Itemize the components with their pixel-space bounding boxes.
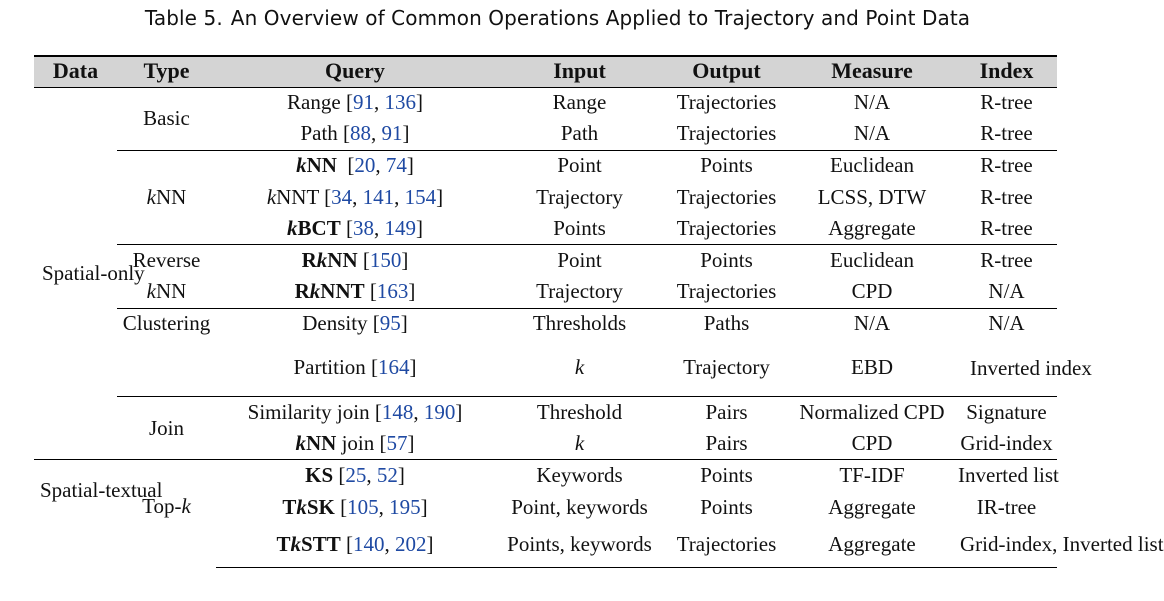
citation-close: ] — [415, 90, 423, 115]
citation-link[interactable]: 91 — [381, 121, 403, 146]
query-label: SK — [306, 494, 335, 519]
index-cell: Signature — [956, 397, 1057, 429]
measure-cell: EBD — [851, 355, 893, 380]
query-label: Partition — [293, 355, 366, 380]
type-knn — [117, 150, 216, 245]
table-row — [34, 87, 1057, 119]
data-group-spatial-only: Spatial-only — [42, 261, 145, 286]
query-name — [282, 495, 335, 519]
output-cell: Trajectories — [665, 523, 788, 567]
citation-link[interactable]: 154 — [404, 184, 437, 209]
output-cell: Trajectories — [676, 184, 777, 209]
output-cell: Pairs — [665, 397, 788, 429]
query-k: k — [295, 431, 306, 456]
output-cell: Trajectories — [676, 121, 777, 146]
citation-close: ] — [397, 463, 405, 488]
measure-cell: N/A — [853, 121, 891, 146]
query-name — [295, 279, 365, 303]
citation-open: [ — [374, 431, 387, 456]
citation-close: ] — [426, 532, 434, 557]
index-cell: IR-tree — [976, 494, 1037, 519]
citation-open: [ — [334, 494, 348, 519]
citation-open: [ — [318, 184, 332, 209]
query-k: k — [290, 532, 302, 557]
query-k: k — [296, 494, 307, 519]
input-cell: Trajectory — [536, 279, 623, 304]
table-caption — [0, 6, 1115, 30]
citation-link[interactable]: 141 — [362, 184, 395, 209]
measure-cell: Aggregate — [788, 523, 956, 567]
header-index: Index — [956, 56, 1057, 87]
citation-open: [ — [340, 216, 353, 241]
measure-cell: Aggregate — [828, 216, 916, 241]
citation-link[interactable]: 95 — [379, 311, 401, 336]
citation-open: [ — [340, 90, 353, 115]
type-reverse-k: k — [146, 279, 156, 304]
table-row — [34, 460, 1057, 492]
citation-close: ] — [401, 248, 409, 273]
type-join: Join — [117, 397, 216, 460]
citation-open: [ — [340, 532, 353, 557]
output-cell: Trajectory — [683, 355, 770, 380]
measure-cell: TF-IDF — [788, 460, 956, 492]
query-label: NN — [306, 153, 337, 178]
query-k: k — [309, 279, 321, 304]
query-label: BCT — [297, 216, 341, 241]
citation-separator: , — [375, 153, 386, 178]
query-label: NN — [327, 248, 358, 273]
header-measure: Measure — [788, 56, 956, 87]
citation-close: ] — [409, 355, 417, 380]
citation-separator: , — [373, 90, 385, 115]
query-cell — [216, 428, 494, 460]
type-basic: Basic — [143, 105, 190, 130]
query-prefix: R — [301, 248, 317, 273]
citation-link[interactable]: 202 — [394, 532, 427, 557]
citation-separator: , — [394, 184, 405, 209]
input-cell: Keywords — [494, 460, 665, 492]
citation-open: [ — [364, 279, 377, 304]
citation-separator: , — [373, 216, 385, 241]
query-name — [302, 248, 358, 272]
type-topk-prefix: Top- — [142, 494, 182, 519]
citation-link[interactable]: 140 — [352, 532, 385, 557]
index-cell: R-tree — [980, 121, 1033, 146]
citation-link[interactable]: 136 — [384, 90, 416, 115]
table-row — [34, 308, 1057, 340]
query-prefix: T — [276, 532, 291, 557]
citation-link[interactable]: 91 — [352, 90, 374, 115]
header-input: Input — [494, 56, 665, 87]
citation-link[interactable]: 150 — [369, 248, 402, 273]
query-name — [248, 400, 370, 424]
citation-separator: , — [366, 463, 377, 488]
query-label: Path — [300, 121, 338, 146]
index-cell: Inverted index — [970, 355, 1092, 380]
input-cell: Threshold — [494, 397, 665, 429]
query-k: k — [287, 216, 298, 241]
citation-open: [ — [357, 248, 370, 273]
output-cell: Pairs — [705, 431, 748, 456]
citation-close: ] — [402, 121, 410, 146]
citation-link[interactable]: 57 — [386, 431, 408, 456]
citation-link[interactable]: 190 — [423, 400, 456, 425]
measure-cell: Aggregate — [828, 494, 916, 519]
operations-table — [34, 55, 1164, 568]
citation-link[interactable]: 74 — [385, 153, 407, 178]
measure-cell: N/A — [788, 308, 956, 340]
citation-separator: , — [352, 184, 363, 209]
citation-close: ] — [408, 279, 416, 304]
output-cell: Paths — [665, 308, 788, 340]
citation-open: [ — [337, 121, 351, 146]
citation-link[interactable]: 25 — [345, 463, 367, 488]
table-row — [34, 397, 1057, 429]
index-cell: Grid-index, Inverted list — [956, 523, 1057, 567]
citation-link[interactable]: 34 — [331, 184, 353, 209]
table-title: An Overview of Common Operations Applied to Trajectory and Point Data — [230, 6, 971, 30]
query-k: k — [296, 153, 307, 178]
query-label: NNT — [276, 184, 319, 209]
citation-close: ] — [406, 153, 414, 178]
header-row — [34, 56, 1057, 87]
query-cell — [216, 308, 494, 340]
citation-close: ] — [436, 184, 444, 209]
query-label: NN — [305, 431, 337, 456]
citation-separator: , — [384, 532, 395, 557]
citation-link[interactable]: 20 — [354, 153, 376, 178]
query-cell — [216, 213, 494, 245]
table-row — [34, 277, 1057, 309]
header-data: Data — [34, 56, 117, 87]
citation-open: [ — [367, 311, 380, 336]
citation-open: [ — [365, 355, 379, 380]
query-label: STT — [301, 532, 341, 557]
index-cell: N/A — [988, 279, 1025, 304]
input-cell: Point — [494, 245, 665, 277]
query-cell — [216, 492, 494, 524]
index-cell: N/A — [956, 308, 1057, 340]
citation-separator: , — [413, 400, 424, 425]
citation-link[interactable]: 149 — [384, 216, 416, 241]
input-cell: k — [574, 431, 585, 456]
input-cell: Thresholds — [494, 308, 665, 340]
input-cell: Range — [552, 90, 607, 115]
index-cell: Grid-index — [960, 431, 1053, 456]
citation-link[interactable]: 148 — [381, 400, 414, 425]
input-cell: Path — [560, 121, 599, 146]
query-name — [295, 431, 336, 455]
table-row — [34, 245, 1057, 277]
output-cell: Trajectories — [676, 216, 777, 241]
query-label: Range — [287, 90, 341, 115]
table-row — [34, 150, 1057, 182]
type-clustering: Clustering — [117, 308, 216, 397]
output-cell: Points — [665, 245, 788, 277]
query-cell — [216, 87, 494, 119]
citation-open: [ — [369, 400, 382, 425]
query-name — [287, 90, 341, 114]
table-number: Table 5. — [144, 6, 223, 30]
query-label: Density — [302, 311, 368, 336]
query-prefix: T — [282, 494, 297, 519]
citation-open: [ — [333, 463, 346, 488]
header-type: Type — [117, 56, 216, 87]
type-reverse-rest: NN — [155, 279, 187, 304]
query-cell — [216, 119, 494, 151]
query-name — [267, 185, 319, 209]
query-cell — [216, 523, 494, 567]
type-knn-rest: NN — [155, 184, 187, 209]
query-k: k — [266, 184, 277, 209]
query-name — [300, 121, 337, 145]
query-cell — [216, 340, 494, 397]
citation-close: ] — [407, 431, 415, 456]
index-cell: Inverted list — [956, 460, 1057, 492]
citation-close: ] — [455, 400, 463, 425]
citation-link[interactable]: 105 — [347, 494, 379, 519]
type-knn-k: k — [146, 184, 156, 209]
query-name — [293, 355, 365, 379]
citation-link[interactable]: 38 — [352, 216, 374, 241]
index-cell: R-tree — [956, 150, 1057, 182]
measure-cell: CPD — [851, 431, 893, 456]
citation-separator: , — [378, 494, 390, 519]
output-cell: Points — [700, 494, 753, 519]
citation-close: ] — [400, 311, 408, 336]
citation-link[interactable]: 163 — [376, 279, 409, 304]
measure-cell: Normalized CPD — [788, 397, 956, 429]
query-suffix: join — [336, 431, 375, 456]
query-cell — [216, 182, 494, 214]
query-k: k — [316, 248, 328, 273]
citation-link[interactable]: 164 — [378, 355, 410, 380]
citation-link[interactable]: 52 — [376, 463, 398, 488]
citation-separator: , — [371, 121, 382, 146]
query-name — [277, 532, 341, 556]
type-topk — [117, 460, 216, 567]
query-cell — [216, 150, 494, 182]
query-name — [287, 216, 341, 240]
output-cell: Trajectories — [676, 279, 777, 304]
input-cell: Points, keywords — [494, 523, 665, 567]
query-label: Similarity join — [247, 400, 370, 425]
citation-link[interactable]: 88 — [350, 121, 372, 146]
measure-cell: Euclidean — [788, 150, 956, 182]
measure-cell: Euclidean — [788, 245, 956, 277]
citation-open: [ — [336, 153, 355, 178]
query-label: NNT — [320, 279, 365, 304]
query-prefix: R — [294, 279, 310, 304]
output-cell: Points — [665, 150, 788, 182]
input-cell: Point, keywords — [511, 494, 648, 519]
type-topk-k: k — [181, 494, 191, 519]
input-cell: Trajectory — [536, 184, 623, 209]
input-cell: Points — [553, 216, 606, 241]
query-cell — [216, 245, 494, 277]
input-cell: k — [574, 355, 585, 380]
index-cell: R-tree — [956, 245, 1057, 277]
index-cell: R-tree — [980, 90, 1033, 115]
query-cell — [216, 397, 494, 429]
type-reverse-line1: Reverse — [117, 245, 216, 277]
citation-close: ] — [415, 216, 423, 241]
query-name — [296, 153, 337, 177]
query-name — [305, 463, 333, 487]
index-cell: R-tree — [980, 184, 1033, 209]
measure-cell: N/A — [853, 90, 891, 115]
citation-close: ] — [420, 494, 428, 519]
input-cell: Point — [494, 150, 665, 182]
output-cell: Points — [665, 460, 788, 492]
citation-link[interactable]: 195 — [389, 494, 421, 519]
data-group-spatial-textual: Spatial-textual — [34, 460, 117, 567]
output-cell: Trajectories — [676, 90, 777, 115]
query-cell — [216, 460, 494, 492]
measure-cell: CPD — [851, 279, 893, 304]
query-name — [302, 311, 367, 335]
measure-cell: LCSS, DTW — [817, 184, 927, 209]
query-label: KS — [305, 463, 334, 488]
query-cell — [216, 277, 494, 309]
header-query: Query — [216, 56, 494, 87]
index-cell: R-tree — [980, 216, 1033, 241]
header-output: Output — [665, 56, 788, 87]
